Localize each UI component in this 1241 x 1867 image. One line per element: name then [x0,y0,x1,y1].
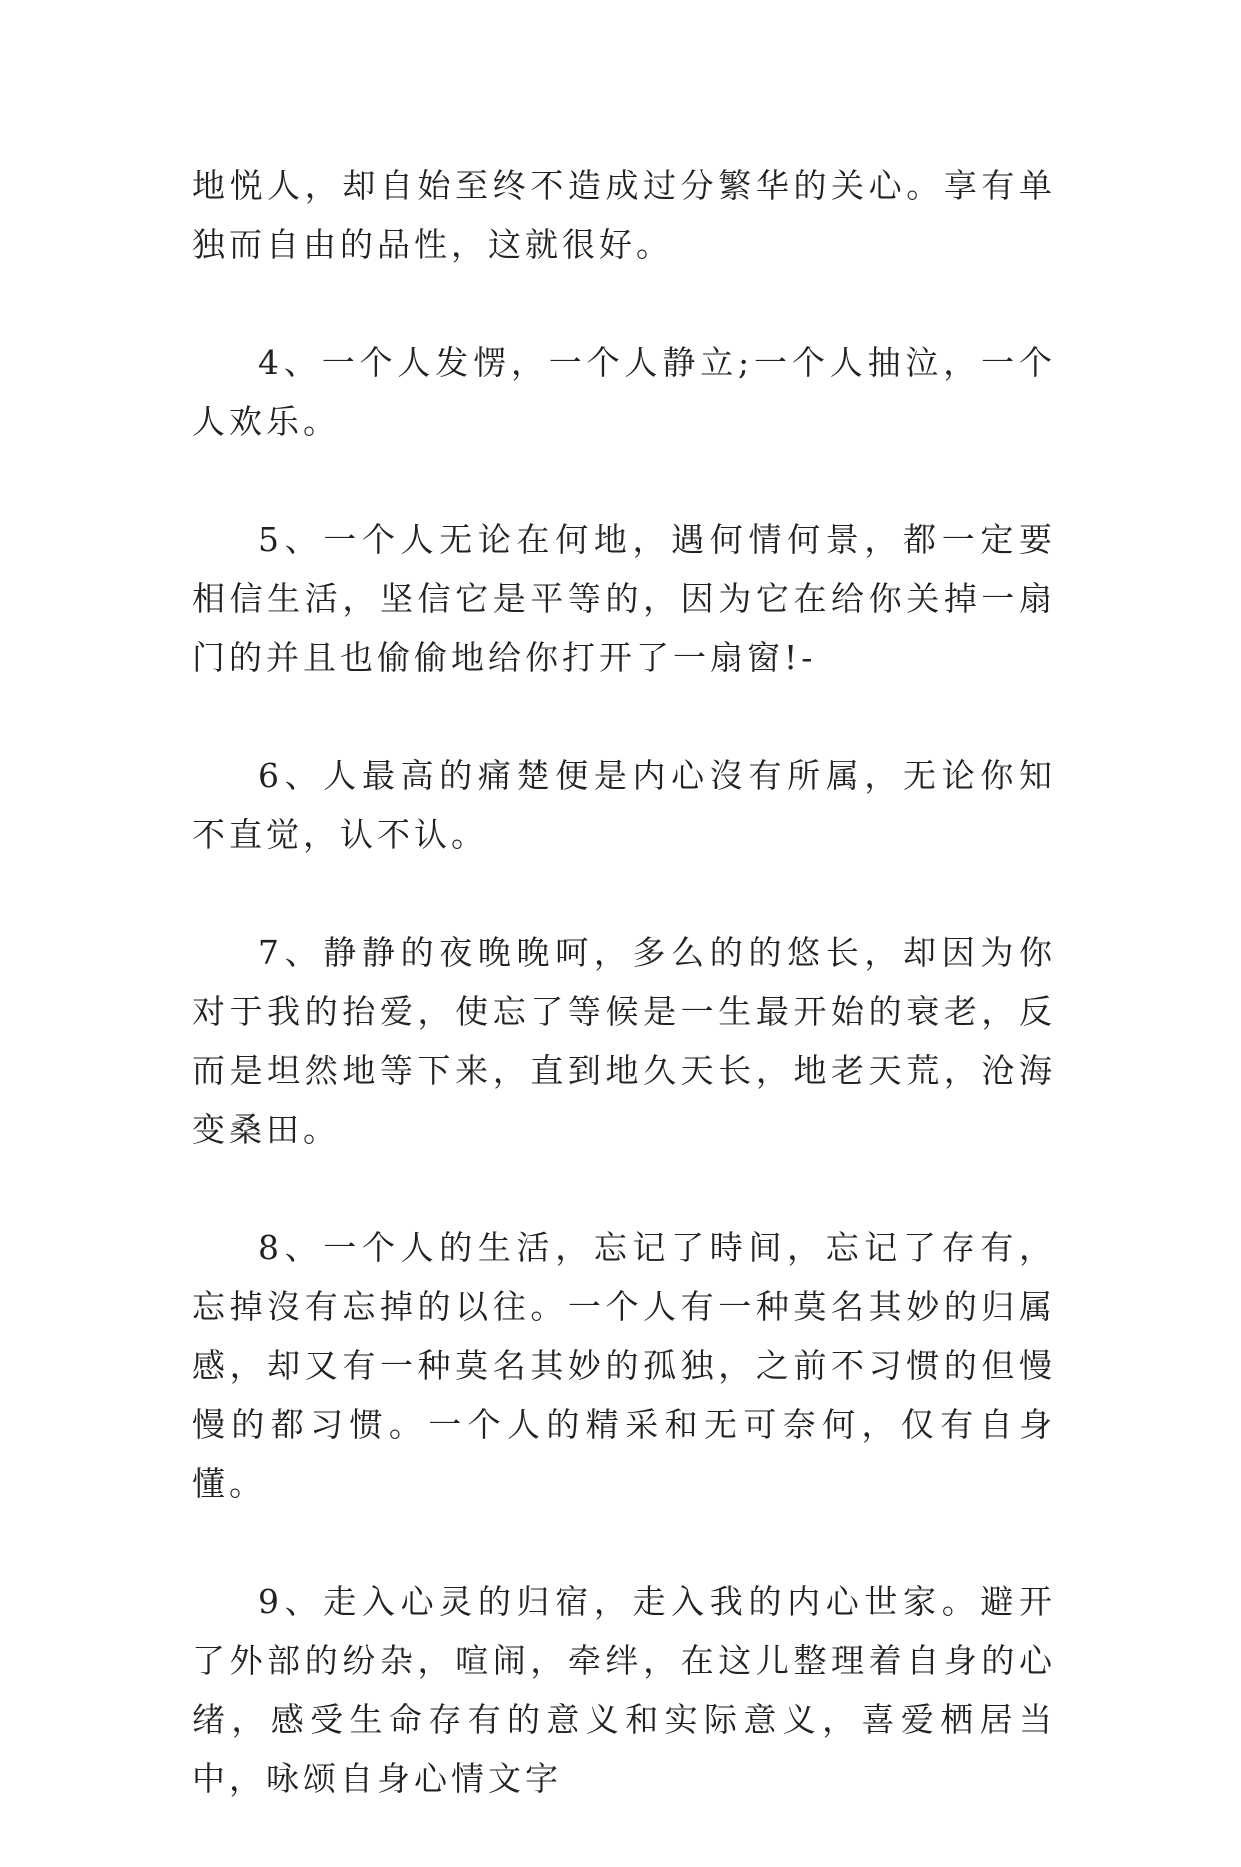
paragraph-continuation: 地悦人，却自始至终不造成过分繁华的关心。享有单独而自由的品性，这就很好。 [192,166,1056,264]
paragraph-item-9: 9、走入心灵的归宿，走入我的内心世家。避开了外部的纷杂，喧闹，牵绊，在这儿整理着自身的心绪，感受生命存有的意义和实际意义，喜爱栖居当中，咏颂自身心情文字 [192,1582,1056,1798]
paragraph-item-4: 4、一个人发愣，一个人静立;一个人抽泣，一个人欢乐。 [192,343,1056,441]
paragraph-item-6: 6、人最高的痛楚便是内心沒有所属，无论你知不直觉，认不认。 [192,756,1056,854]
paragraph-item-5: 5、一个人无论在何地，遇何情何景，都一定要相信生活，坚信它是平等的，因为它在给你关掉一扇门的并且也偷偷地给你打开了一扇窗!- [192,520,1056,677]
document-body [192,156,1056,1867]
paragraph-item-8: 8、一个人的生活，忘记了時间，忘记了存有，忘掉沒有忘掉的以往。一个人有一种莫名其妙的归属感，却又有一种莫名其妙的孤独，之前不习惯的但慢慢的都习惯。一个人的精采和无可奈何，仅有自身懂。 [192,1228,1056,1503]
paragraph-item-7: 7、静静的夜晚晚呵，多么的的悠长，却因为你对于我的抬爱，使忘了等候是一生最开始的衰老，反而是坦然地等下来，直到地久天长，地老天荒，沧海变桑田。 [192,933,1056,1149]
